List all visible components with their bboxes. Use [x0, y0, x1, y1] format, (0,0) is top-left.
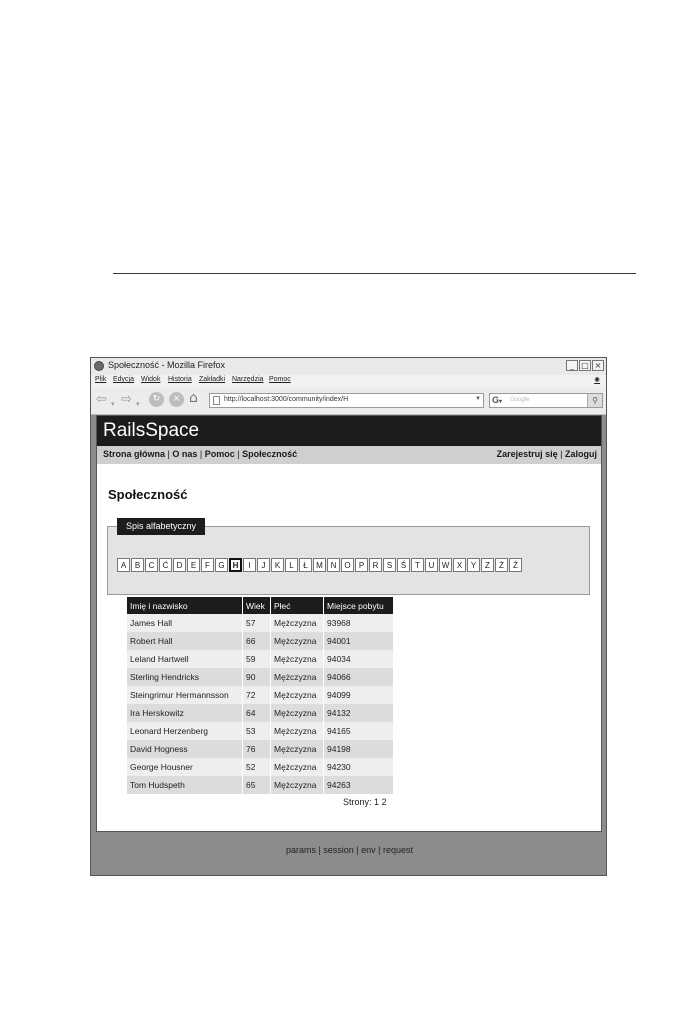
- footer-link-params[interactable]: params: [285, 845, 316, 855]
- table-row: [127, 776, 394, 794]
- cell-gender: Mężczyzna: [271, 722, 324, 740]
- cell-name[interactable]: James Hall: [127, 614, 243, 632]
- menu-help[interactable]: Pomoc: [269, 376, 291, 383]
- nav-separator: |: [237, 449, 243, 459]
- letter-link[interactable]: R: [369, 558, 382, 572]
- menu-bar: [91, 375, 606, 388]
- cell-gender: Mężczyzna: [271, 614, 324, 632]
- menu-tools[interactable]: Narzędzia: [232, 376, 264, 383]
- cell-location: 94263: [324, 776, 394, 794]
- letter-link[interactable]: C: [145, 558, 158, 572]
- cell-name[interactable]: Steingrimur Hermannsson: [127, 686, 243, 704]
- address-url: http://localhost:3000/community/index/H: [224, 396, 349, 403]
- nav-link-login[interactable]: Zaloguj: [565, 449, 597, 459]
- footer-link-session[interactable]: session: [323, 845, 354, 855]
- page-viewport: [96, 415, 602, 832]
- letter-link[interactable]: T: [411, 558, 424, 572]
- address-bar[interactable]: [209, 393, 484, 408]
- navigation-toolbar: [91, 388, 606, 415]
- minimize-button[interactable]: _: [566, 360, 578, 371]
- table-header-row: [127, 597, 394, 614]
- letter-link[interactable]: B: [131, 558, 144, 572]
- letter-link[interactable]: Z: [481, 558, 494, 572]
- cell-name[interactable]: Leland Hartwell: [127, 650, 243, 668]
- cell-location: 94099: [324, 686, 394, 704]
- cell-age: 52: [243, 758, 271, 776]
- letter-link[interactable]: G: [215, 558, 228, 572]
- table-row: [127, 758, 394, 776]
- cell-age: 59: [243, 650, 271, 668]
- alphabetical-index-legend: Spis alfabetyczny: [117, 518, 205, 535]
- google-engine-icon[interactable]: G▾: [492, 395, 503, 405]
- cell-name[interactable]: Robert Hall: [127, 632, 243, 650]
- cell-name[interactable]: Ira Herskowitz: [127, 704, 243, 722]
- nav-separator: |: [199, 449, 205, 459]
- nav-link-help[interactable]: Pomoc: [204, 449, 235, 459]
- site-brand[interactable]: RailsSpace: [103, 420, 200, 441]
- cell-gender: Mężczyzna: [271, 704, 324, 722]
- page-title: Społeczność: [108, 487, 188, 502]
- cell-age: 72: [243, 686, 271, 704]
- letter-link[interactable]: Ź: [509, 558, 522, 572]
- table-row: [127, 650, 394, 668]
- column-header-location: Miejsce pobytu: [324, 597, 394, 614]
- cell-gender: Mężczyzna: [271, 668, 324, 686]
- letter-link[interactable]: Ć: [159, 558, 172, 572]
- cell-gender: Mężczyzna: [271, 686, 324, 704]
- cell-age: 90: [243, 668, 271, 686]
- nav-link-home[interactable]: Strona główna: [103, 449, 166, 459]
- menu-view[interactable]: Widok: [141, 376, 161, 383]
- nav-link-register[interactable]: Zarejestruj się: [496, 449, 558, 459]
- cell-location: 94230: [324, 758, 394, 776]
- cell-location: 94034: [324, 650, 394, 668]
- cell-gender: Mężczyzna: [271, 740, 324, 758]
- letter-link[interactable]: N: [327, 558, 340, 572]
- table-row: [127, 722, 394, 740]
- letter-link[interactable]: A: [117, 558, 130, 572]
- letter-link[interactable]: P: [355, 558, 368, 572]
- menu-file[interactable]: Plik: [95, 376, 107, 383]
- letter-link[interactable]: W: [439, 558, 452, 572]
- reload-icon[interactable]: ↻: [149, 392, 164, 407]
- column-header-name: Imię i nazwisko: [127, 597, 243, 614]
- pagination: [343, 797, 387, 807]
- nav-link-about[interactable]: O nas: [172, 449, 198, 459]
- forward-history-dropdown-icon[interactable]: ▾: [136, 400, 140, 408]
- cell-location: 94198: [324, 740, 394, 758]
- back-arrow-icon[interactable]: ⇦: [96, 392, 107, 407]
- cell-location: 93968: [324, 614, 394, 632]
- search-bar[interactable]: [489, 393, 603, 408]
- page-divider-rule: [113, 273, 636, 274]
- debug-footer: params | session | env | request: [285, 845, 414, 855]
- menu-bookmarks[interactable]: Zakładki: [199, 376, 226, 383]
- window-controls: [566, 360, 604, 371]
- letter-link[interactable]: D: [173, 558, 186, 572]
- letter-link[interactable]: E: [187, 558, 200, 572]
- footer-link-request[interactable]: request: [383, 845, 414, 855]
- table-row: [127, 632, 394, 650]
- menu-history[interactable]: Historia: [168, 376, 192, 383]
- cell-name[interactable]: Sterling Hendricks: [127, 668, 243, 686]
- cell-location: 94165: [324, 722, 394, 740]
- cell-gender: Mężczyzna: [271, 758, 324, 776]
- site-nav-left: [103, 449, 297, 459]
- letter-links: [117, 558, 522, 572]
- nav-separator: |: [560, 449, 565, 459]
- cell-age: 76: [243, 740, 271, 758]
- table-row: [127, 668, 394, 686]
- stop-icon[interactable]: ×: [169, 392, 184, 407]
- forward-arrow-icon[interactable]: ⇨: [121, 392, 132, 407]
- cell-location: 94132: [324, 704, 394, 722]
- activity-indicator-icon: ✺: [594, 377, 600, 384]
- firefox-icon: [94, 361, 104, 371]
- cell-name[interactable]: Tom Hudspeth: [127, 776, 243, 794]
- pagination-label: Strony:: [343, 797, 372, 807]
- letter-link[interactable]: H: [229, 558, 242, 572]
- letter-link[interactable]: Ł: [299, 558, 312, 572]
- cell-age: 53: [243, 722, 271, 740]
- letter-link[interactable]: Y: [467, 558, 480, 572]
- letter-link[interactable]: X: [453, 558, 466, 572]
- search-icon[interactable]: ⚲: [587, 394, 602, 407]
- column-header-gender: Płeć: [271, 597, 324, 614]
- menu-edit[interactable]: Edycja: [113, 376, 135, 383]
- address-dropdown-icon[interactable]: ▼: [475, 396, 481, 402]
- column-header-age: Wiek: [243, 597, 271, 614]
- page-link-1[interactable]: 1: [374, 797, 380, 807]
- table-row: [127, 740, 394, 758]
- members-table: [127, 597, 394, 794]
- cell-name[interactable]: Leonard Herzenberg: [127, 722, 243, 740]
- window-titlebar: [91, 358, 606, 376]
- site-header: [97, 416, 601, 446]
- letter-link[interactable]: Ż: [495, 558, 508, 572]
- letter-link[interactable]: I: [243, 558, 256, 572]
- letter-link[interactable]: L: [285, 558, 298, 572]
- nav-separator: |: [167, 449, 173, 459]
- back-history-dropdown-icon[interactable]: ▾: [111, 400, 115, 408]
- maximize-button[interactable]: □: [579, 360, 591, 371]
- site-nav-right: [497, 449, 597, 459]
- letter-link[interactable]: S: [383, 558, 396, 572]
- letter-link[interactable]: K: [271, 558, 284, 572]
- close-button[interactable]: ×: [592, 360, 604, 371]
- cell-gender: Mężczyzna: [271, 650, 324, 668]
- letter-link[interactable]: M: [313, 558, 326, 572]
- home-icon[interactable]: ⌂: [189, 390, 198, 406]
- site-nav: [97, 446, 601, 464]
- letter-link[interactable]: F: [201, 558, 214, 572]
- cell-age: 64: [243, 704, 271, 722]
- cell-gender: Mężczyzna: [271, 776, 324, 794]
- cell-location: 94066: [324, 668, 394, 686]
- cell-gender: Mężczyzna: [271, 632, 324, 650]
- table-row: [127, 614, 394, 632]
- letter-link[interactable]: J: [257, 558, 270, 572]
- page-icon: [213, 396, 220, 405]
- window-title: Społeczność - Mozilla Firefox: [108, 360, 226, 370]
- search-placeholder: Google: [510, 397, 530, 403]
- cell-location: 94001: [324, 632, 394, 650]
- browser-window: [90, 357, 607, 876]
- cell-age: 57: [243, 614, 271, 632]
- footer-link-env[interactable]: env: [361, 845, 376, 855]
- letter-link[interactable]: U: [425, 558, 438, 572]
- cell-age: 65: [243, 776, 271, 794]
- cell-age: 66: [243, 632, 271, 650]
- nav-link-community[interactable]: Społeczność: [242, 449, 298, 459]
- table-row: [127, 686, 394, 704]
- letter-link[interactable]: O: [341, 558, 354, 572]
- table-row: [127, 704, 394, 722]
- letter-link[interactable]: Ś: [397, 558, 410, 572]
- cell-name[interactable]: David Hogness: [127, 740, 243, 758]
- page-link-2[interactable]: 2: [381, 797, 387, 807]
- cell-name[interactable]: George Housner: [127, 758, 243, 776]
